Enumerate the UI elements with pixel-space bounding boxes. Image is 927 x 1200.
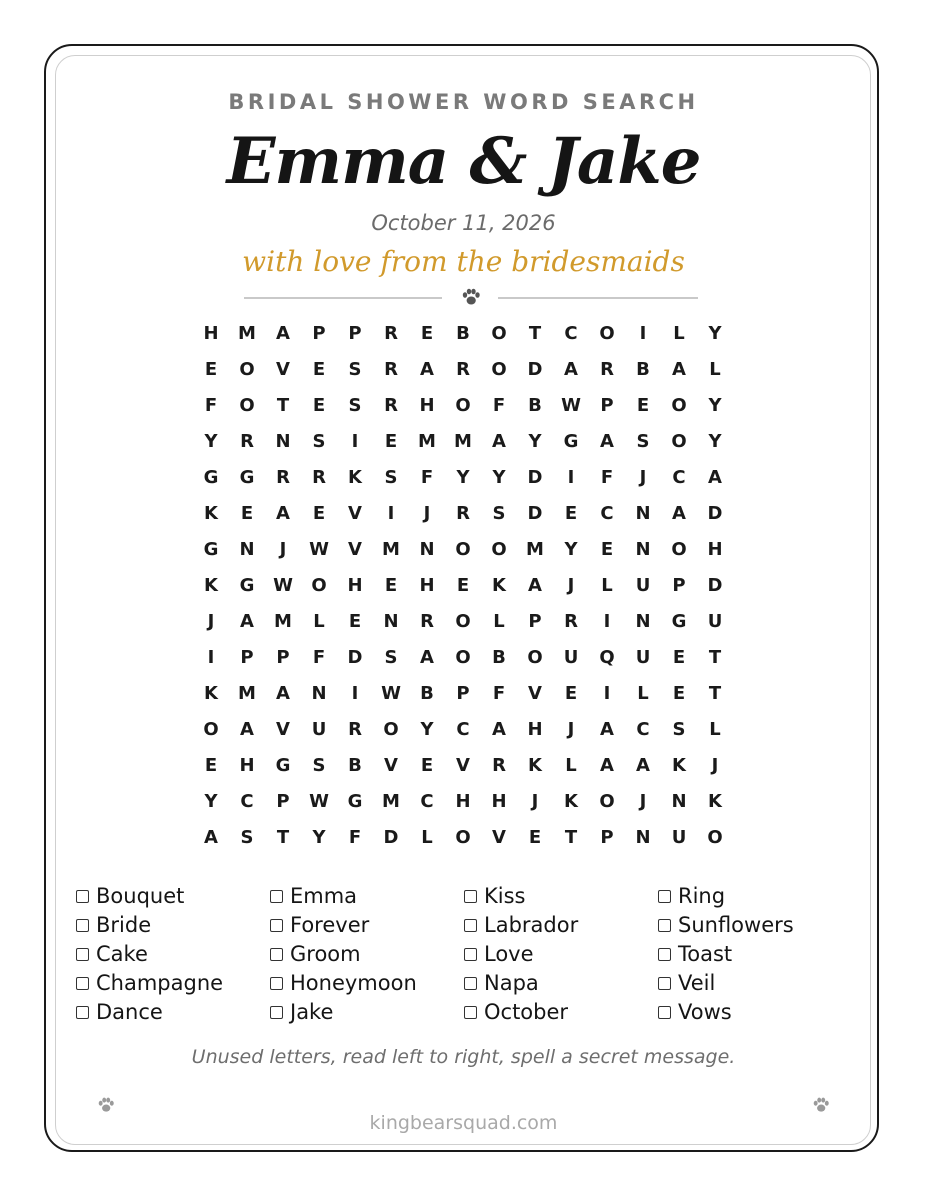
- grid-letter: S: [492, 503, 506, 524]
- word-label: Forever: [290, 913, 370, 937]
- grid-letter: O: [671, 431, 687, 452]
- grid-letter: R: [492, 755, 506, 776]
- grid-letter: E: [204, 755, 218, 776]
- word-list-item[interactable]: [464, 882, 526, 910]
- grid-letter: H: [347, 575, 363, 596]
- checkbox[interactable]: [658, 890, 671, 903]
- grid-letter: R: [312, 467, 326, 488]
- grid-letter: Y: [708, 395, 722, 416]
- grid-letter: P: [600, 395, 614, 416]
- word-list-item[interactable]: [464, 911, 578, 939]
- word-label: Honeymoon: [290, 971, 417, 995]
- word-list-item[interactable]: [464, 940, 534, 968]
- secret-message-note: Unused letters, read left to right, spell a secret message.: [191, 1046, 736, 1068]
- word-list-item[interactable]: [76, 998, 163, 1026]
- grid-letter: T: [276, 395, 290, 416]
- grid-letter: P: [456, 683, 470, 704]
- checkbox[interactable]: [76, 890, 89, 903]
- grid-letter: J: [639, 467, 647, 488]
- grid-letter: A: [276, 503, 290, 524]
- grid-letter: F: [312, 647, 326, 668]
- word-list-item[interactable]: [658, 998, 732, 1026]
- grid-letter: V: [348, 503, 362, 524]
- grid-letter: S: [636, 431, 650, 452]
- word-label: Napa: [484, 971, 539, 995]
- word-list-item[interactable]: [270, 940, 361, 968]
- grid-letter: U: [671, 827, 687, 848]
- checkbox[interactable]: [76, 977, 89, 990]
- grid-letter: R: [456, 359, 470, 380]
- grid-letter: M: [238, 683, 256, 704]
- checkbox[interactable]: [270, 948, 283, 961]
- grid-letter: G: [203, 467, 219, 488]
- grid-letter: M: [418, 431, 436, 452]
- word-label: Emma: [290, 884, 358, 908]
- grid-letter: R: [348, 719, 362, 740]
- grid-letter: N: [635, 503, 651, 524]
- grid-letter: Y: [564, 539, 578, 560]
- grid-letter: L: [673, 323, 685, 344]
- byline: with love from the bridesmaids: [242, 245, 685, 278]
- page-kicker: BRIDAL SHOWER WORD SEARCH: [228, 90, 699, 114]
- grid-letter: I: [639, 323, 647, 344]
- word-list-item[interactable]: [658, 911, 794, 939]
- grid-letter: E: [420, 755, 434, 776]
- checkbox[interactable]: [658, 1006, 671, 1019]
- word-label: Kiss: [484, 884, 526, 908]
- grid-letter: N: [311, 683, 327, 704]
- grid-letter: F: [492, 683, 506, 704]
- grid-letter: E: [204, 359, 218, 380]
- grid-letter: K: [204, 503, 218, 524]
- grid-letter: T: [276, 827, 290, 848]
- word-list-item[interactable]: [270, 969, 417, 997]
- grid-letter: J: [207, 611, 215, 632]
- grid-letter: E: [312, 395, 326, 416]
- grid-letter: K: [672, 755, 686, 776]
- grid-letter: B: [636, 359, 650, 380]
- grid-letter: E: [384, 431, 398, 452]
- grid-letter: E: [672, 647, 686, 668]
- word-label: Veil: [678, 971, 716, 995]
- grid-letter: E: [240, 503, 254, 524]
- word-label: Toast: [678, 942, 733, 966]
- grid-letter: E: [636, 395, 650, 416]
- grid-letter: H: [707, 539, 723, 560]
- grid-letter: J: [567, 719, 575, 740]
- word-list-item[interactable]: [464, 998, 568, 1026]
- grid-letter: O: [203, 719, 219, 740]
- grid-letter: H: [419, 575, 435, 596]
- grid-letter: L: [601, 575, 613, 596]
- grid-letter: M: [454, 431, 472, 452]
- grid-letter: A: [636, 755, 650, 776]
- grid-letter: S: [312, 755, 326, 776]
- grid-letter: U: [563, 647, 579, 668]
- grid-letter: F: [492, 395, 506, 416]
- grid-letter: D: [527, 503, 543, 524]
- grid-letter: U: [311, 719, 327, 740]
- grid-letter: V: [384, 755, 398, 776]
- grid-letter: F: [600, 467, 614, 488]
- checkbox[interactable]: [658, 948, 671, 961]
- grid-letter: T: [528, 323, 542, 344]
- grid-letter: K: [708, 791, 722, 812]
- word-list-item[interactable]: [76, 911, 151, 939]
- word-list-item[interactable]: [270, 998, 333, 1026]
- grid-letter: V: [276, 719, 290, 740]
- grid-letter: H: [527, 719, 543, 740]
- event-date: October 11, 2026: [371, 211, 556, 235]
- grid-letter: S: [312, 431, 326, 452]
- word-label: Jake: [290, 1000, 334, 1024]
- grid-letter: P: [312, 323, 326, 344]
- grid-letter: Y: [204, 431, 218, 452]
- checkbox[interactable]: [464, 890, 477, 903]
- grid-letter: B: [456, 323, 470, 344]
- grid-letter: P: [528, 611, 542, 632]
- grid-letter: F: [420, 467, 434, 488]
- grid-letter: A: [240, 719, 254, 740]
- grid-letter: N: [239, 539, 255, 560]
- word-list-item[interactable]: [270, 911, 369, 939]
- grid-letter: R: [240, 431, 254, 452]
- checkbox[interactable]: [270, 919, 283, 932]
- grid-letter: M: [382, 791, 400, 812]
- grid-letter: G: [203, 539, 219, 560]
- grid-letter: S: [672, 719, 686, 740]
- grid-letter: R: [384, 323, 398, 344]
- grid-letter: Y: [204, 791, 218, 812]
- grid-letter: I: [603, 611, 611, 632]
- grid-letter: D: [383, 827, 399, 848]
- grid-letter: Y: [420, 719, 434, 740]
- grid-letter: C: [672, 467, 686, 488]
- grid-letter: P: [348, 323, 362, 344]
- grid-letter: W: [561, 395, 581, 416]
- grid-letter: K: [492, 575, 506, 596]
- grid-letter: W: [273, 575, 293, 596]
- grid-letter: T: [708, 647, 722, 668]
- grid-letter: V: [492, 827, 506, 848]
- grid-letter: B: [528, 395, 542, 416]
- grid-letter: V: [276, 359, 290, 380]
- grid-letter: N: [275, 431, 291, 452]
- grid-letter: L: [637, 683, 649, 704]
- checkbox[interactable]: [464, 919, 477, 932]
- grid-letter: K: [204, 575, 218, 596]
- divider-right: [498, 297, 698, 299]
- grid-letter: B: [420, 683, 434, 704]
- grid-letter: J: [567, 575, 575, 596]
- grid-letter: N: [635, 827, 651, 848]
- word-label: Groom: [290, 942, 361, 966]
- grid-letter: O: [491, 323, 507, 344]
- grid-letter: P: [276, 791, 290, 812]
- grid-letter: R: [564, 611, 578, 632]
- grid-letter: O: [527, 647, 543, 668]
- word-label: Bouquet: [96, 884, 185, 908]
- paw-print-icon: [97, 1097, 115, 1113]
- grid-letter: I: [387, 503, 395, 524]
- grid-letter: F: [348, 827, 362, 848]
- grid-letter: Y: [528, 431, 542, 452]
- grid-letter: G: [563, 431, 579, 452]
- checkbox[interactable]: [464, 977, 477, 990]
- grid-letter: D: [527, 359, 543, 380]
- grid-letter: I: [207, 647, 215, 668]
- grid-letter: C: [600, 503, 614, 524]
- grid-letter: N: [383, 611, 399, 632]
- word-label: Champagne: [96, 971, 224, 995]
- grid-letter: C: [240, 791, 254, 812]
- grid-letter: R: [420, 611, 434, 632]
- word-list-item[interactable]: [76, 969, 223, 997]
- grid-letter: V: [456, 755, 470, 776]
- grid-letter: K: [564, 791, 578, 812]
- grid-letter: R: [384, 359, 398, 380]
- grid-letter: R: [456, 503, 470, 524]
- word-label: October: [484, 1000, 569, 1024]
- grid-letter: E: [312, 359, 326, 380]
- grid-letter: C: [564, 323, 578, 344]
- paw-print-icon: [812, 1097, 830, 1113]
- grid-letter: E: [600, 539, 614, 560]
- grid-letter: A: [204, 827, 218, 848]
- grid-letter: B: [348, 755, 362, 776]
- grid-letter: V: [528, 683, 542, 704]
- grid-letter: W: [381, 683, 401, 704]
- grid-letter: D: [347, 647, 363, 668]
- grid-letter: A: [276, 323, 290, 344]
- grid-letter: A: [276, 683, 290, 704]
- grid-letter: A: [528, 575, 542, 596]
- grid-letter: N: [671, 791, 687, 812]
- word-list-item[interactable]: [658, 969, 715, 997]
- grid-letter: A: [420, 359, 434, 380]
- grid-letter: U: [635, 647, 651, 668]
- grid-letter: M: [238, 323, 256, 344]
- word-label: Vows: [678, 1000, 732, 1024]
- grid-letter: G: [275, 755, 291, 776]
- grid-letter: O: [455, 539, 471, 560]
- grid-letter: N: [635, 611, 651, 632]
- grid-letter: E: [672, 683, 686, 704]
- paw-print-icon: [461, 288, 481, 306]
- grid-letter: N: [635, 539, 651, 560]
- grid-letter: P: [240, 647, 254, 668]
- grid-letter: O: [707, 827, 723, 848]
- grid-letter: Y: [708, 323, 722, 344]
- grid-letter: I: [351, 683, 359, 704]
- grid-letter: D: [707, 503, 723, 524]
- grid-letter: L: [565, 755, 577, 776]
- word-label: Bride: [96, 913, 152, 937]
- grid-letter: K: [204, 683, 218, 704]
- checkbox[interactable]: [464, 948, 477, 961]
- grid-letter: M: [274, 611, 292, 632]
- grid-letter: M: [526, 539, 544, 560]
- grid-letter: O: [671, 539, 687, 560]
- word-list-item[interactable]: [658, 940, 732, 968]
- grid-letter: E: [312, 503, 326, 524]
- word-label: Cake: [96, 942, 148, 966]
- grid-letter: V: [348, 539, 362, 560]
- grid-letter: J: [531, 791, 539, 812]
- grid-letter: L: [493, 611, 505, 632]
- word-list-item[interactable]: [270, 882, 357, 910]
- grid-letter: B: [492, 647, 506, 668]
- grid-letter: E: [564, 503, 578, 524]
- divider-left: [244, 297, 442, 299]
- grid-letter: K: [528, 755, 542, 776]
- grid-letter: E: [564, 683, 578, 704]
- grid-letter: C: [456, 719, 470, 740]
- grid-letter: O: [671, 395, 687, 416]
- grid-letter: H: [491, 791, 507, 812]
- grid-letter: W: [309, 791, 329, 812]
- checkbox[interactable]: [270, 890, 283, 903]
- grid-letter: I: [567, 467, 575, 488]
- grid-letter: Y: [492, 467, 506, 488]
- grid-letter: Y: [708, 431, 722, 452]
- grid-letter: D: [707, 575, 723, 596]
- grid-letter: P: [600, 827, 614, 848]
- grid-letter: O: [311, 575, 327, 596]
- grid-letter: O: [491, 359, 507, 380]
- grid-letter: O: [383, 719, 399, 740]
- grid-letter: Y: [456, 467, 470, 488]
- grid-letter: H: [455, 791, 471, 812]
- word-list-item[interactable]: [464, 969, 539, 997]
- grid-letter: A: [240, 611, 254, 632]
- grid-letter: A: [672, 503, 686, 524]
- grid-letter: N: [419, 539, 435, 560]
- word-label: Ring: [678, 884, 726, 908]
- grid-letter: O: [455, 647, 471, 668]
- grid-letter: Y: [312, 827, 326, 848]
- grid-letter: O: [491, 539, 507, 560]
- grid-letter: Q: [599, 647, 615, 668]
- grid-letter: L: [709, 359, 721, 380]
- grid-letter: W: [309, 539, 329, 560]
- checkbox[interactable]: [76, 919, 89, 932]
- checkbox[interactable]: [464, 1006, 477, 1019]
- grid-letter: A: [492, 431, 506, 452]
- grid-letter: F: [204, 395, 218, 416]
- grid-letter: L: [421, 827, 433, 848]
- word-label: Dance: [96, 1000, 163, 1024]
- grid-letter: C: [636, 719, 650, 740]
- grid-letter: O: [239, 395, 255, 416]
- grid-letter: O: [455, 827, 471, 848]
- grid-letter: S: [348, 359, 362, 380]
- grid-letter: J: [639, 791, 647, 812]
- grid-letter: C: [420, 791, 434, 812]
- grid-letter: L: [709, 719, 721, 740]
- checkbox[interactable]: [270, 1006, 283, 1019]
- grid-letter: D: [527, 467, 543, 488]
- grid-letter: A: [492, 719, 506, 740]
- grid-letter: H: [419, 395, 435, 416]
- grid-letter: R: [384, 395, 398, 416]
- grid-letter: S: [240, 827, 254, 848]
- word-list-item[interactable]: [76, 882, 184, 910]
- checkbox[interactable]: [270, 977, 283, 990]
- grid-letter: A: [600, 719, 614, 740]
- word-list-item[interactable]: [658, 882, 725, 910]
- grid-letter: E: [384, 575, 398, 596]
- grid-letter: J: [423, 503, 431, 524]
- site-footer: kingbearsquad.com: [369, 1112, 558, 1134]
- grid-letter: A: [600, 431, 614, 452]
- word-label: Love: [484, 942, 534, 966]
- grid-letter: O: [239, 359, 255, 380]
- grid-letter: A: [600, 755, 614, 776]
- grid-letter: E: [456, 575, 470, 596]
- grid-letter: I: [603, 683, 611, 704]
- couple-names: Emma & Jake: [226, 124, 701, 199]
- grid-letter: J: [279, 539, 287, 560]
- grid-letter: E: [348, 611, 362, 632]
- grid-letter: R: [276, 467, 290, 488]
- grid-letter: L: [313, 611, 325, 632]
- grid-letter: K: [348, 467, 362, 488]
- grid-letter: T: [708, 683, 722, 704]
- grid-letter: S: [348, 395, 362, 416]
- grid-letter: A: [708, 467, 722, 488]
- grid-letter: S: [384, 647, 398, 668]
- grid-letter: I: [351, 431, 359, 452]
- checkbox[interactable]: [658, 977, 671, 990]
- grid-letter: A: [672, 359, 686, 380]
- grid-letter: P: [672, 575, 686, 596]
- grid-letter: O: [599, 791, 615, 812]
- grid-letter: G: [239, 575, 255, 596]
- grid-letter: J: [711, 755, 719, 776]
- word-list-item[interactable]: [76, 940, 148, 968]
- grid-letter: O: [599, 323, 615, 344]
- checkbox[interactable]: [76, 948, 89, 961]
- grid-letter: P: [276, 647, 290, 668]
- grid-letter: U: [635, 575, 651, 596]
- grid-letter: U: [707, 611, 723, 632]
- grid-letter: G: [347, 791, 363, 812]
- grid-letter: O: [455, 395, 471, 416]
- checkbox[interactable]: [76, 1006, 89, 1019]
- grid-letter: E: [420, 323, 434, 344]
- grid-letter: G: [671, 611, 687, 632]
- grid-letter: R: [600, 359, 614, 380]
- grid-letter: T: [564, 827, 578, 848]
- grid-letter: G: [239, 467, 255, 488]
- checkbox[interactable]: [658, 919, 671, 932]
- grid-letter: S: [384, 467, 398, 488]
- grid-letter: A: [564, 359, 578, 380]
- grid-letter: A: [420, 647, 434, 668]
- grid-letter: M: [382, 539, 400, 560]
- word-label: Sunflowers: [678, 913, 794, 937]
- grid-letter: H: [239, 755, 255, 776]
- word-label: Labrador: [484, 913, 579, 937]
- grid-letter: H: [203, 323, 219, 344]
- grid-letter: O: [455, 611, 471, 632]
- grid-letter: E: [528, 827, 542, 848]
